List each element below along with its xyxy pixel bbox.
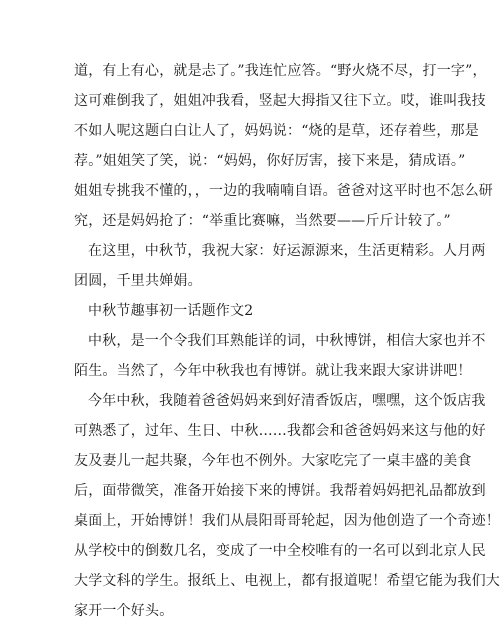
text-line: 陌生。当然了，今年中秋我也有博饼。就让我来跟大家讲讲吧！ [74,363,472,379]
text-line: 团圆，千里共婵娟。 [74,273,202,289]
text-line: 大学文科的学生。报纸上、电视上，都有报道呢！希望它能为我们大 [74,573,500,589]
text-line: 可熟悉了，过年、生日、中秋……我都会和爸爸妈妈来这与他的好 [74,423,486,439]
paragraph-first-line: 今年中秋，我随着爸爸妈妈来到好清香饭店，嘿嘿，这个饭店我 [88,393,486,409]
text-line: 从学校中的倒数几名，变成了一中全校唯有的一名可以到北京人民 [74,543,486,559]
text-line: 道，有上有心，就是忐了。”我连忙应答。“野火烧不尽，打一字”， [74,63,487,79]
section-heading: 中秋节趣事初一话题作文2 [88,303,254,319]
text-line: 这可难倒我了，姐姐冲我看，竖起大拇指又往下立。哎，谁叫我技 [74,93,486,109]
text-line: 姐姐专挑我不懂的，，一边的我喃喃自语。爸爸对这平时也不怎么研 [74,183,493,199]
text-line: 究，还是妈妈抢了：“举重比赛嘛，当然要——斤斤计较了。” [74,213,451,229]
paragraph-first-line: 中秋，是一个令我们耳熟能详的词，中秋博饼，相信大家也并不 [88,333,486,349]
text-line: 桌面上，开始博饼！我们从晨阳哥哥轮起，因为他创造了一个奇迹！ [74,513,500,529]
text-line: 不如人呢这题白白让人了，妈妈说：“烧的是草，还存着些，那是 [74,123,479,139]
text-line: 家开一个好头。 [74,603,174,619]
text-line: 后，面带微笑，准备开始接下来的博饼。我帮着妈妈把礼品都放到 [74,483,486,499]
paragraph-first-line: 在这里，中秋节，我祝大家：好运源源来，生活更精彩。人月两 [88,243,486,259]
text-line: 友及妻儿一起共聚，今年也不例外。大家吃完了一桌丰盛的美食 [74,453,472,469]
text-line: 荐。”姐姐笑了笑，说：“妈妈，你好厉害，接下来是，猜成语。” [74,153,466,169]
